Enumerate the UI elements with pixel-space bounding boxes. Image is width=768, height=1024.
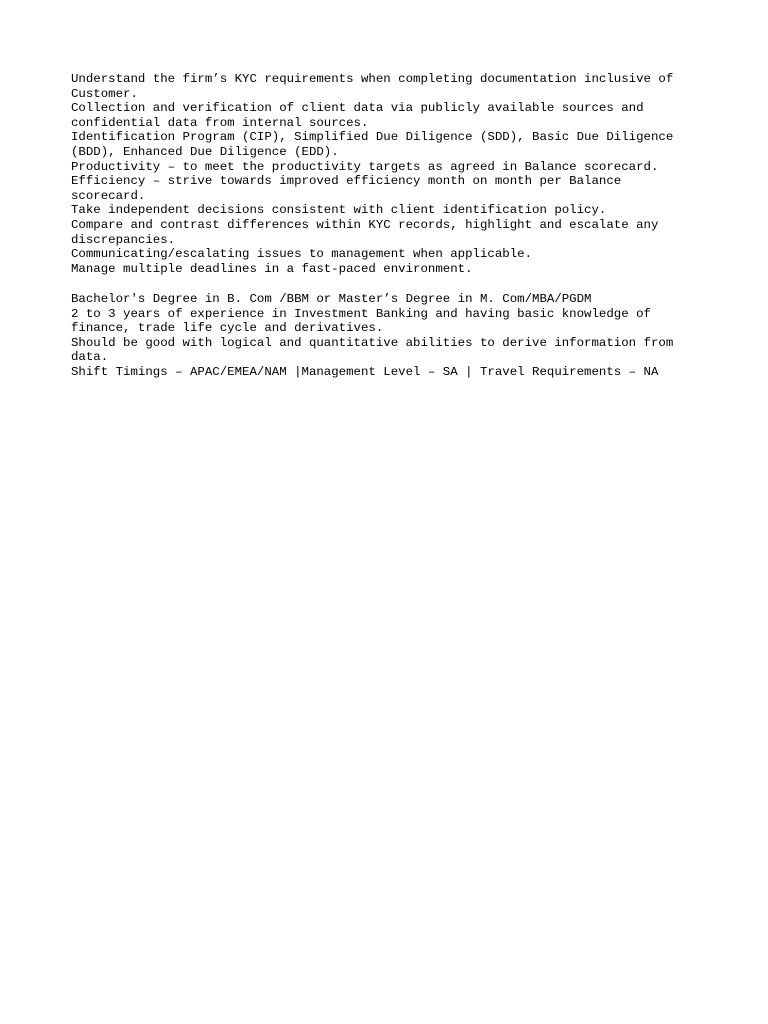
text-line: Bachelor's Degree in B. Com /BBM or Master’s Degree in M. Com/MBA/PGDM xyxy=(71,292,592,306)
text-line: Identification Program (CIP), Simplified Due Diligence (SDD), Basic Due Diligence xyxy=(71,130,674,145)
qualifications-section xyxy=(71,292,711,380)
paragraph xyxy=(71,247,711,262)
text-line: Should be good with logical and quantitative abilities to derive information from xyxy=(71,335,674,350)
paragraph xyxy=(71,336,711,365)
text-line: Shift Timings – APAC/EMEA/NAM |Management Level – SA | Travel Requirements – NA xyxy=(71,364,659,379)
paragraph xyxy=(71,218,711,247)
text-line: Manage multiple deadlines in a fast-paced environment. xyxy=(71,261,473,276)
text-line: discrepancies. xyxy=(71,232,176,247)
text-line: Take independent decisions consistent with client identification policy. xyxy=(71,203,607,218)
text-line: Productivity – to meet the productivity targets as agreed in Balance scorecard. xyxy=(71,159,659,174)
text-line: Compare and contrast differences within KYC records, highlight and escalate any xyxy=(71,217,659,232)
text-line: Communicating/escalating issues to management when applicable. xyxy=(71,247,533,262)
paragraph xyxy=(71,292,711,307)
duties-section xyxy=(71,72,711,276)
text-line: Collection and verification of client data via publicly available sources and xyxy=(71,101,644,116)
paragraph xyxy=(71,160,711,175)
paragraph xyxy=(71,262,711,277)
paragraph xyxy=(71,101,711,130)
text-line: data. xyxy=(71,350,109,365)
text-line: finance, trade life cycle and derivatives. xyxy=(71,321,384,336)
text-line: confidential data from internal sources. xyxy=(71,115,369,130)
text-line: Efficiency – strive towards improved efficiency month on month per Balance xyxy=(71,174,622,189)
paragraph xyxy=(71,365,711,380)
paragraph xyxy=(71,130,711,159)
text-line: Understand the firm’s KYC requirements when completing documentation inclusive of xyxy=(71,72,674,86)
paragraph xyxy=(71,307,711,336)
text-line: scorecard. xyxy=(71,188,146,203)
text-line: (BDD), Enhanced Due Diligence (EDD). xyxy=(71,144,339,159)
text-line: 2 to 3 years of experience in Investment Banking and having basic knowledge of xyxy=(71,306,651,321)
paragraph xyxy=(71,203,711,218)
paragraph xyxy=(71,174,711,203)
text-line: Customer. xyxy=(71,86,138,101)
paragraph xyxy=(71,72,711,101)
